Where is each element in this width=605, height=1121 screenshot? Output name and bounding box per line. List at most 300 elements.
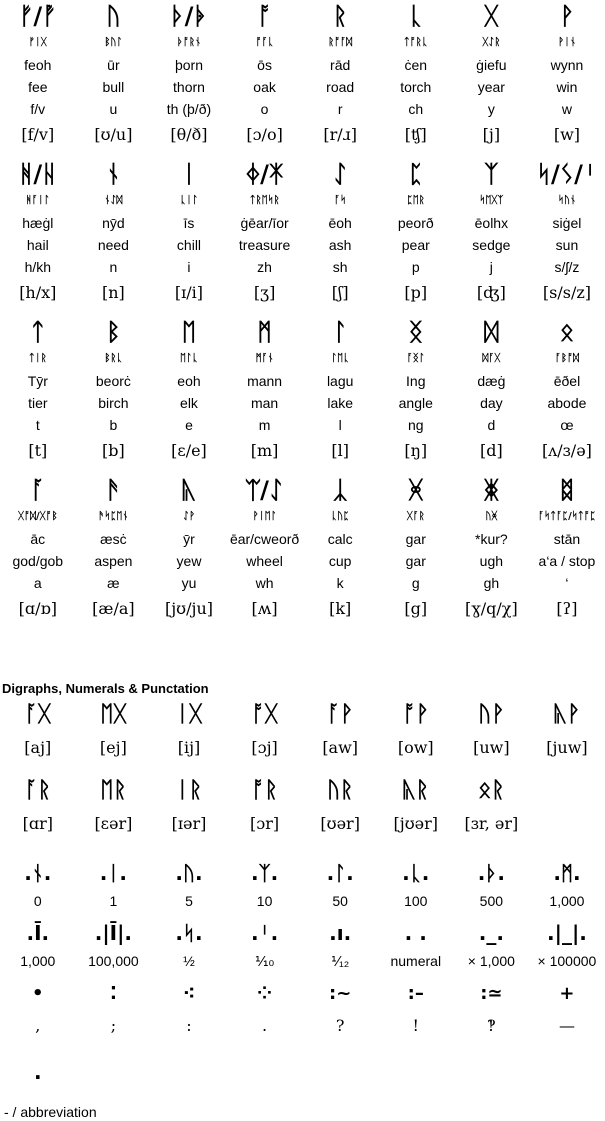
- numeral-glyph: .ᛗ.: [553, 861, 581, 885]
- rune-transliteration: ᛋᚢᚾ: [557, 195, 576, 206]
- rune-transliteration: ᚪᛝᛚ: [406, 353, 425, 364]
- rune-name: siġel: [552, 215, 582, 231]
- digraph-glyph: ᛖᚷ: [100, 702, 127, 727]
- rune-meaning: oak: [253, 79, 276, 95]
- rune-glyph: ᚹ: [559, 2, 575, 30]
- rune-glyph: ᛚ: [332, 318, 348, 346]
- rune-name: āc: [30, 531, 46, 547]
- rune-name: æsċ: [100, 531, 127, 547]
- numeral-value: 100: [404, 893, 428, 909]
- rune-name: feoh: [24, 57, 52, 73]
- numeral-glyph: .ᚾ.: [24, 861, 52, 885]
- rune-name: īs: [183, 215, 195, 231]
- rune-row-sound: [0, 572, 605, 594]
- rune-transliteration: ᚹᛁᛖᛚ: [252, 511, 277, 522]
- rune-ipa: [d]: [479, 441, 503, 460]
- rune-row-meaning: [0, 550, 605, 572]
- rune-sound: ng: [407, 417, 424, 433]
- rune-transliteration: ᚩᚪᚳ: [255, 37, 274, 48]
- rune-transliteration: ᛏᚩᚱᚳ: [403, 37, 428, 48]
- rune-transliteration: ᚦᚩᚱᚾ: [176, 37, 201, 48]
- numeral-glyph: .|Ī|.: [94, 921, 133, 945]
- rune-sound: w: [561, 101, 573, 117]
- rune-name: lagu: [326, 373, 354, 389]
- rune-transliteration: ᚷᚩᛞ/ᚷᚩᛒ: [17, 511, 58, 522]
- numeral-value: 1: [109, 893, 118, 909]
- numeral-value: ⅒: [254, 953, 275, 969]
- rune-sound: k: [336, 575, 344, 591]
- digraph-glyph: ᚩᚹ: [402, 702, 429, 727]
- rune-name: Ing: [406, 373, 426, 389]
- rune-transliteration: ᛏᛁᚱ: [28, 353, 47, 364]
- rune-ipa: [ɑ/ɒ]: [18, 599, 57, 618]
- digraph-glyph-row: [0, 698, 605, 732]
- rune-ipa: [f/v]: [21, 125, 55, 144]
- spacer: [0, 308, 605, 316]
- rune-row-name: [0, 54, 605, 76]
- digraph-ipa: [ɪər]: [171, 814, 207, 833]
- rune-row-ipa: [0, 120, 605, 150]
- punctuation-glyph: ⁚: [109, 983, 117, 1004]
- rune-meaning: wheel: [246, 553, 283, 569]
- rune-name: gar: [405, 531, 426, 547]
- rune-name: eoh: [177, 373, 201, 389]
- rune-name: dæġ: [477, 373, 506, 389]
- rune-row-sound: [0, 256, 605, 278]
- punctuation-glyph: ⁖: [182, 983, 196, 1004]
- rune-ipa: [r/ɹ]: [323, 125, 357, 144]
- digraph-glyph: ᚢᚱ: [326, 778, 354, 803]
- rune-glyph: ᚪ: [30, 476, 45, 504]
- rune-meaning: lake: [327, 395, 354, 411]
- spacer: [0, 150, 605, 158]
- rune-row-name: [0, 212, 605, 234]
- numeral-glyph: .ᛚ.: [326, 861, 354, 885]
- rune-sound: sh: [332, 259, 348, 275]
- rune-row-sound: [0, 414, 605, 436]
- digraph-ipa: [ij]: [177, 738, 201, 757]
- rune-name: ēðel: [553, 373, 581, 389]
- digraph-glyph: ᚪᚷ: [24, 702, 51, 727]
- rune-name: stān: [553, 531, 581, 547]
- rune-row-sound: [0, 98, 605, 120]
- rune-transliteration: ᚫᛋᛈᛖᚾ: [98, 511, 129, 522]
- numeral-value: 50: [332, 893, 348, 909]
- punctuation-value: ?: [335, 1016, 345, 1035]
- rune-sound: ‘: [565, 575, 569, 591]
- rune-transliteration: ᚳᛁᛚ: [179, 195, 198, 206]
- rune-transliteration: ᛗᚪᚾ: [255, 353, 274, 364]
- numeral-glyph: .ᛌ.: [250, 921, 279, 945]
- rune-ipa: [g]: [404, 599, 428, 618]
- digraph-glyph: ᛟᚱ: [478, 778, 505, 803]
- rune-transliteration: ᚢᚸ: [485, 511, 498, 522]
- punctuation-glyph: •: [32, 983, 44, 1004]
- rune-name: calc: [327, 531, 353, 547]
- rune-meaning: ash: [328, 237, 352, 253]
- rune-sound: o: [260, 101, 269, 117]
- rune-sound: th (þ/ð): [166, 101, 212, 117]
- rune-ipa: [k]: [329, 599, 352, 618]
- punctuation-glyph: ⁘: [257, 983, 273, 1004]
- digraph-ipa: [ɔr]: [250, 814, 280, 833]
- rune-glyph: ᚦ/ᚧ: [170, 2, 208, 30]
- rune-transliteration: ᚪᛋᛏᚪᛈ/ᛋᛏᚩᛈ: [538, 511, 596, 522]
- digraph-ipa-row: [0, 732, 605, 764]
- rune-meaning: torch: [400, 79, 432, 95]
- rune-meaning: fee: [28, 79, 48, 95]
- digraph-glyph: ᛁᚷ: [175, 702, 203, 727]
- rune-meaning: god/gob: [12, 553, 64, 569]
- rune-sound: œ: [560, 417, 574, 433]
- punctuation-value: —: [558, 1016, 575, 1035]
- rune-row-translit: [0, 348, 605, 370]
- rune-meaning: day: [480, 395, 503, 411]
- rune-glyph: ᚣ: [181, 476, 197, 504]
- rune-sound: e: [185, 417, 193, 433]
- rune-glyph: ᚱ: [332, 2, 348, 30]
- numeral-value: ⅟₁₂: [331, 953, 350, 969]
- rune-transliteration: ᛒᚱᚳ: [104, 353, 123, 364]
- rune-ipa: [p]: [404, 283, 428, 302]
- rune-meaning: sun: [555, 237, 579, 253]
- digraph-glyph: ᚣᚹ: [553, 702, 581, 727]
- rune-meaning: man: [250, 395, 279, 411]
- rune-meaning: treasure: [238, 237, 291, 253]
- rune-meaning: chill: [176, 237, 202, 253]
- numeral-glyph: ._.: [478, 921, 504, 945]
- rune-sound: ch: [408, 101, 424, 117]
- rune-ipa: [b]: [102, 441, 125, 460]
- digraph-ipa: [ɛər]: [94, 814, 133, 833]
- rune-name: ēolhx: [474, 215, 509, 231]
- rune-glyph: ᛗ: [257, 318, 272, 346]
- rune-sound: p: [411, 259, 420, 275]
- rune-meaning: bull: [102, 79, 125, 95]
- rune-glyph: ᚩ: [257, 2, 272, 30]
- digraph-ipa-row: [0, 808, 605, 840]
- rune-glyph: ᛤ: [484, 476, 499, 504]
- digraph-ipa: [ʊər]: [320, 814, 360, 833]
- rune-transliteration: ᛖᛚᚳ: [179, 353, 198, 364]
- digraph-glyph: [529, 774, 605, 808]
- punctuation-value: ;: [110, 1016, 117, 1035]
- digraph-ipa: [529, 808, 605, 840]
- rune-transliteration: ᚠᛁᚷ: [28, 37, 47, 48]
- rune-glyph: ᛇ: [332, 160, 348, 188]
- rune-name: ӯr: [183, 531, 195, 547]
- numeral-glyph: .ᚢ.: [175, 861, 203, 885]
- rune-meaning: thorn: [173, 79, 205, 95]
- rune-glyph: ᚢ: [106, 2, 121, 30]
- rune-row-glyph: [0, 158, 605, 190]
- rune-sound: n: [109, 259, 118, 275]
- rune-row-glyph: [0, 0, 605, 32]
- rune-transliteration: ᚱᚩᚪᛞ: [328, 37, 353, 48]
- digraph-ipa: [jʊər]: [393, 814, 438, 833]
- rune-ipa: [jʊ/ju]: [164, 599, 213, 618]
- rune-row-glyph: [0, 474, 605, 506]
- rune-glyph: ᛖ: [181, 318, 197, 346]
- rune-meaning: cup: [328, 553, 352, 569]
- spacer: [0, 764, 605, 774]
- digraph-glyph: ᚪᚹ: [326, 702, 354, 727]
- numeral-glyph-row: [0, 918, 605, 948]
- numeral-glyph: .ᚦ.: [477, 861, 505, 885]
- rune-ipa: [ɣ/q/χ]: [464, 599, 518, 618]
- digraph-ipa: [ow]: [397, 738, 434, 757]
- rune-ipa: [θ/ð]: [170, 125, 208, 144]
- rune-sound: m: [258, 417, 271, 433]
- rune-sound: æ: [107, 575, 120, 591]
- numeral-glyph-row: [0, 858, 605, 888]
- digraph-table: [0, 698, 605, 850]
- punctuation-value: !: [412, 1016, 419, 1035]
- rune-sound: j: [489, 259, 493, 275]
- punctuation-table: [0, 980, 605, 1044]
- rune-row-name: [0, 528, 605, 550]
- rune-ipa: [ʊ/u]: [94, 125, 133, 144]
- rune-transliteration: ᚷᚪᚱ: [406, 511, 425, 522]
- rune-ipa: [ʍ]: [251, 599, 278, 618]
- rune-meaning: ugh: [479, 553, 504, 569]
- punctuation-glyph: :~: [329, 983, 352, 1004]
- numeral-value: 5: [185, 893, 193, 909]
- rune-sound: u: [109, 101, 118, 117]
- rune-name: peorð: [397, 215, 434, 231]
- digraph-ipa: [ɑr]: [22, 814, 53, 833]
- digraph-glyph: ᚩᚷ: [251, 702, 278, 727]
- rune-ipa: [ʌ/ɜ/ə]: [541, 441, 592, 460]
- rune-transliteration: ᛇᚹ: [182, 511, 195, 522]
- punctuation-value: :: [186, 1016, 192, 1035]
- rune-transliteration: ᚳᚢᛈ: [331, 511, 350, 522]
- rune-ipa: [ɪ/i]: [174, 283, 204, 302]
- rune-transliteration: ᚷᛇᚱ: [482, 37, 501, 48]
- rune-glyph: ᚻ/ᚺ: [19, 160, 57, 188]
- rune-name: *kur?: [475, 531, 508, 547]
- rune-ipa: [ʔ]: [556, 599, 578, 618]
- rune-transliteration: ᚾᛇᛞ: [104, 195, 123, 206]
- digraph-ipa: [ej]: [99, 738, 127, 757]
- rune-glyph: ᛈ: [408, 160, 423, 188]
- footnote: - / abbreviation: [4, 1104, 97, 1120]
- spacer: [0, 466, 605, 474]
- rune-ipa: [h/x]: [19, 283, 57, 302]
- rune-meaning: angle: [398, 395, 433, 411]
- rune-name: þorn: [174, 57, 203, 73]
- numeral-value: 0: [33, 893, 42, 909]
- section-title: Digraphs, Numerals & Punctation: [2, 681, 209, 696]
- rune-meaning: hail: [26, 237, 49, 253]
- spacer: [0, 974, 605, 978]
- rune-name: ġiefu: [476, 57, 507, 73]
- rune-name: ēoh: [328, 215, 352, 231]
- rune-glyph: ᛋ/ᛊ/ᛌ: [536, 160, 598, 188]
- rune-meaning: road: [326, 79, 355, 95]
- rune-sound: yu: [181, 575, 197, 591]
- rune-glyph: ᚠ/ᚡ: [19, 2, 57, 30]
- rune-sound: gh: [483, 575, 500, 591]
- punctuation-glyph: +: [559, 983, 575, 1004]
- punctuation-value: ,: [35, 1016, 41, 1035]
- rune-transliteration: ᛚᛖᚳ: [331, 353, 350, 364]
- rune-name: ċen: [404, 57, 428, 73]
- rune-ipa: [j]: [482, 125, 501, 144]
- rune-glyph: ᛝ: [408, 318, 423, 346]
- rune-sound: h/kh: [24, 259, 52, 275]
- rune-row-meaning: [0, 76, 605, 98]
- numeral-value: 100,000: [88, 953, 139, 969]
- rune-glyph: ᛒ: [106, 318, 121, 346]
- rune-name: hæġl: [22, 215, 54, 231]
- numeral-value: 10: [256, 893, 273, 909]
- numeral-glyph: . .: [404, 921, 427, 945]
- rune-row-ipa: [0, 594, 605, 624]
- rune-name: ōs: [257, 57, 272, 73]
- rune-meaning: win: [556, 79, 578, 95]
- rune-ipa: [æ/a]: [92, 599, 135, 618]
- numeral-value: 1,000: [549, 893, 585, 909]
- rune-ipa: [ʃ]: [331, 283, 349, 302]
- digraph-glyph: ᚪᚱ: [24, 778, 51, 803]
- numeral-glyph: .ᛋ.: [175, 921, 203, 945]
- digraph-ipa: [aj]: [24, 738, 52, 757]
- rune-ipa: [s/s/z]: [542, 283, 592, 302]
- digraph-glyph: ᚢᚹ: [478, 702, 505, 727]
- rune-sound: a: [33, 575, 42, 591]
- rune-glyph: ᛏ: [30, 318, 45, 346]
- rune-row-translit: [0, 190, 605, 212]
- spacer: [0, 624, 605, 632]
- rune-ipa: [ʤ]: [476, 283, 506, 302]
- numeral-value: × 1,000: [467, 953, 515, 969]
- numeral-value: numeral: [390, 953, 442, 969]
- punctuation-glyph-row: [0, 980, 605, 1008]
- rune-glyph: ᛟ: [559, 318, 575, 346]
- rune-meaning: elk: [180, 395, 198, 411]
- numeral-glyph: .ᛉ.: [250, 861, 279, 885]
- rune-transliteration: ᛒᚢᛚ: [104, 37, 123, 48]
- rune-ipa: [ɛ/e]: [171, 441, 207, 460]
- numeral-value-row: [0, 948, 605, 974]
- rune-sound: b: [109, 417, 118, 433]
- rune-glyph: ᚷ: [484, 2, 499, 30]
- digraph-glyph: ᛁᚱ: [175, 778, 203, 803]
- rune-name: nӯd: [102, 215, 125, 231]
- numeral-value: 500: [479, 893, 504, 909]
- rune-meaning: pear: [401, 237, 430, 253]
- rune-sound: zh: [257, 259, 272, 275]
- rune-glyph: ᚳ: [408, 2, 423, 30]
- rune-ipa: [m]: [250, 441, 279, 460]
- rune-row-ipa: [0, 436, 605, 466]
- numeral-value-row: [0, 888, 605, 914]
- numeral-glyph: .Ī.: [26, 921, 50, 945]
- numeral-value: ½: [183, 953, 195, 969]
- rune-name: wynn: [550, 57, 584, 73]
- rune-transliteration: ᛞᚪᚷ: [482, 353, 501, 364]
- numeral-glyph: .ᛁ.: [99, 861, 127, 885]
- rune-row-ipa: [0, 278, 605, 308]
- rune-glyph: ᛁ: [181, 160, 197, 188]
- rune-transliteration: ᛈᛖᚱ: [406, 195, 425, 206]
- rune-transliteration: ᛏᚱᛖᛋᚱ: [249, 195, 280, 206]
- numeral-value: 1,000: [20, 953, 56, 969]
- rune-sound: s/ʃ/z: [554, 259, 580, 275]
- rune-transliteration: ᛋᛖᚷᛉ: [479, 195, 504, 206]
- punctuation-value: .: [262, 1016, 268, 1035]
- rune-ipa: [ɔ/o]: [246, 125, 283, 144]
- digraph-ipa: [aw]: [322, 738, 359, 757]
- rune-meaning: birch: [98, 395, 129, 411]
- punctuation-lone-glyph: .: [33, 1060, 42, 1084]
- rune-sound: r: [337, 101, 343, 117]
- rune-meaning: gar: [405, 553, 426, 569]
- rune-sound: g: [411, 575, 420, 591]
- rune-name: ūr: [107, 57, 120, 73]
- numeral-value: × 100000: [537, 953, 597, 969]
- rune-row-meaning: [0, 392, 605, 414]
- rune-sound: i: [187, 259, 191, 275]
- rune-sound: d: [487, 417, 496, 433]
- rune-meaning: abode: [547, 395, 587, 411]
- digraph-ipa: [uw]: [473, 738, 510, 757]
- digraph-glyph: ᛖᚱ: [100, 778, 127, 803]
- rune-row-translit: [0, 506, 605, 528]
- rune-transliteration: ᚻᚪᛁᛚ: [25, 195, 50, 206]
- rune-row-glyph: [0, 316, 605, 348]
- rune-ipa: [ʒ]: [253, 283, 276, 302]
- rune-meaning: yew: [176, 553, 202, 569]
- rune-name: rād: [330, 57, 351, 73]
- rune-name: ēar/cweorð: [229, 531, 300, 547]
- rune-glyph: ᚸ: [408, 476, 423, 504]
- rune-row-translit: [0, 32, 605, 54]
- rune-ipa: [ŋ]: [404, 441, 428, 460]
- rune-transliteration: ᚪᛋ: [334, 195, 347, 206]
- rune-glyph: ᛠ/ᛇ: [245, 476, 284, 504]
- rune-ipa: [l]: [331, 441, 349, 460]
- rune-ipa: [t]: [28, 441, 48, 460]
- rune-glyph: ᛉ: [484, 160, 499, 188]
- rune-glyph: ᛣ: [332, 476, 348, 504]
- numeral-table: [0, 858, 605, 978]
- rune-ipa: [ʧ]: [404, 125, 427, 144]
- punctuation-glyph: :–: [407, 983, 424, 1004]
- spacer: [0, 840, 605, 850]
- rune-sound: t: [35, 417, 40, 433]
- rune-glyph: ᛥ: [559, 476, 575, 504]
- rune-name: beorċ: [95, 373, 131, 389]
- digraph-glyph: ᚩᚱ: [251, 778, 278, 803]
- rune-glyph: ᛞ: [484, 318, 499, 346]
- rune-glyph: ᛄ/ᛡ: [245, 160, 284, 188]
- rune-glyph: ᚾ: [106, 160, 121, 188]
- punctuation-value-row: [0, 1008, 605, 1044]
- punctuation-value: ‽: [487, 1016, 496, 1035]
- numeral-glyph: .ᚳ.: [402, 861, 430, 885]
- rune-name: ġēar/īor: [240, 215, 289, 231]
- rune-name: Tȳr: [27, 373, 48, 389]
- rune-sound: wh: [255, 575, 274, 591]
- rune-name: mann: [247, 373, 283, 389]
- rune-row-name: [0, 370, 605, 392]
- rune-meaning: aspen: [94, 553, 133, 569]
- rune-meaning: tier: [28, 395, 48, 411]
- rune-meaning: sedge: [472, 237, 511, 253]
- rune-meaning: need: [97, 237, 129, 253]
